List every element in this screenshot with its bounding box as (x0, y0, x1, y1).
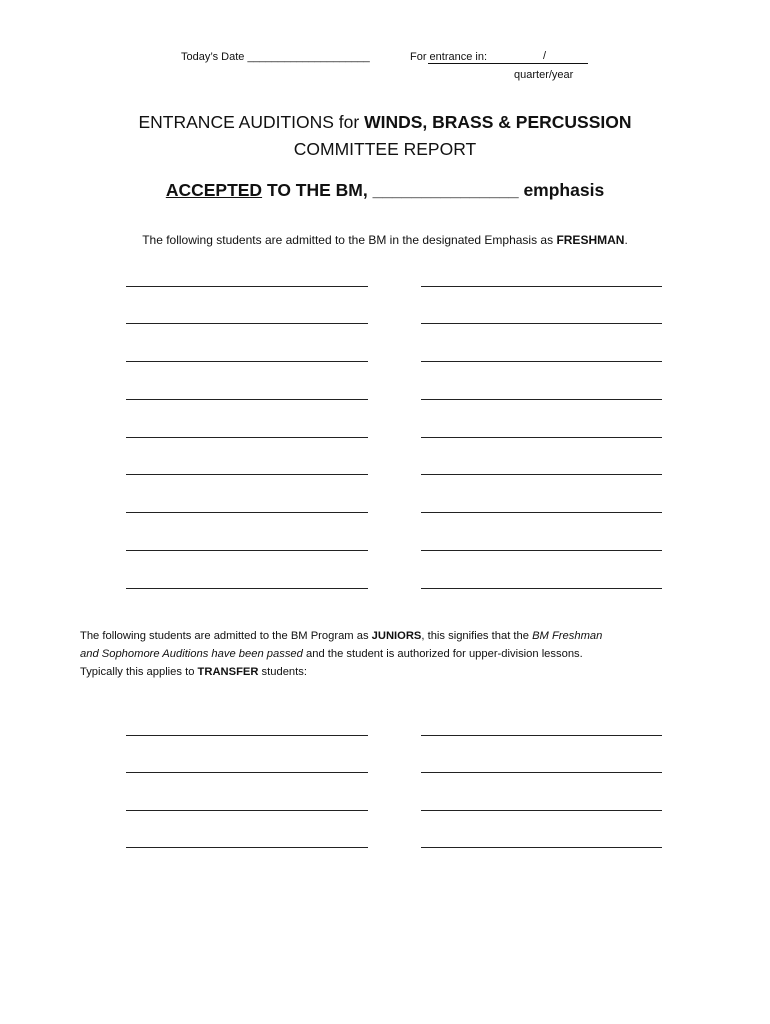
freshman-name-line[interactable] (126, 512, 368, 513)
freshman-name-line[interactable] (421, 323, 662, 324)
form-title-bold: WINDS, BRASS & PERCUSSION (364, 112, 632, 132)
todays-date-label (181, 51, 370, 64)
freshman-name-line[interactable] (126, 286, 368, 287)
freshman-intro (0, 232, 770, 248)
freshman-name-line[interactable] (421, 399, 662, 400)
juniors-line-3 (80, 663, 662, 681)
freshman-name-line[interactable] (126, 550, 368, 551)
transfer-bold: TRANSFER (197, 666, 259, 678)
freshman-end: . (624, 233, 628, 247)
freshman-name-line[interactable] (126, 437, 368, 438)
junior-name-line[interactable] (421, 772, 662, 773)
junior-name-line[interactable] (421, 810, 662, 811)
date-label-text: Today’s Date ____________________ (181, 51, 370, 63)
juniors-text-5: students: (258, 666, 307, 678)
freshman-name-line[interactable] (421, 588, 662, 589)
form-title (0, 111, 770, 133)
juniors-paragraph (80, 627, 662, 681)
freshman-name-line[interactable] (421, 286, 662, 287)
juniors-text-1: The following students are admitted to the BM Program as (80, 630, 372, 642)
juniors-text-2: , this signifies that the (421, 630, 533, 642)
freshman-name-line[interactable] (421, 437, 662, 438)
quarter-year-slash: / (543, 50, 547, 62)
freshman-name-line[interactable] (421, 474, 662, 475)
freshman-name-line[interactable] (126, 323, 368, 324)
freshman-bold: FRESHMAN (556, 233, 625, 247)
juniors-bold: JUNIORS (371, 630, 422, 642)
freshman-name-line[interactable] (126, 361, 368, 362)
junior-name-line[interactable] (126, 810, 368, 811)
juniors-text-4: Typically this applies to (80, 666, 198, 678)
freshman-name-line[interactable] (126, 474, 368, 475)
freshman-name-line[interactable] (126, 399, 368, 400)
junior-name-line[interactable] (126, 735, 368, 736)
juniors-italic-2: and Sophomore Auditions have been passed (80, 648, 303, 660)
juniors-text-3: and the student is authorized for upper-division lessons. (302, 648, 583, 660)
juniors-line-2 (80, 645, 662, 663)
form-subtitle: COMMITTEE REPORT (293, 139, 477, 159)
juniors-italic-1: BM Freshman (532, 630, 603, 642)
freshman-intro-text: The following students are admitted to the BM in the designated Emphasis as (142, 233, 557, 247)
form-title-prefix: ENTRANCE AUDITIONS for (138, 112, 365, 132)
junior-name-line[interactable] (421, 847, 662, 848)
accepted-word: ACCEPTED (165, 180, 263, 200)
accepted-rest: TO THE BM, _______________ emphasis (262, 180, 605, 200)
junior-name-line[interactable] (421, 735, 662, 736)
juniors-line-1 (80, 627, 662, 645)
junior-name-line[interactable] (126, 847, 368, 848)
quarter-year-caption: quarter/year (514, 69, 574, 81)
freshman-name-line[interactable] (421, 550, 662, 551)
accepted-heading (0, 179, 770, 201)
freshman-name-line[interactable] (421, 512, 662, 513)
junior-name-line[interactable] (126, 772, 368, 773)
freshman-name-line[interactable] (421, 361, 662, 362)
entrance-blank-line[interactable] (428, 63, 588, 64)
freshman-name-line[interactable] (126, 588, 368, 589)
entrance-label-text: For entrance in: (410, 51, 488, 63)
